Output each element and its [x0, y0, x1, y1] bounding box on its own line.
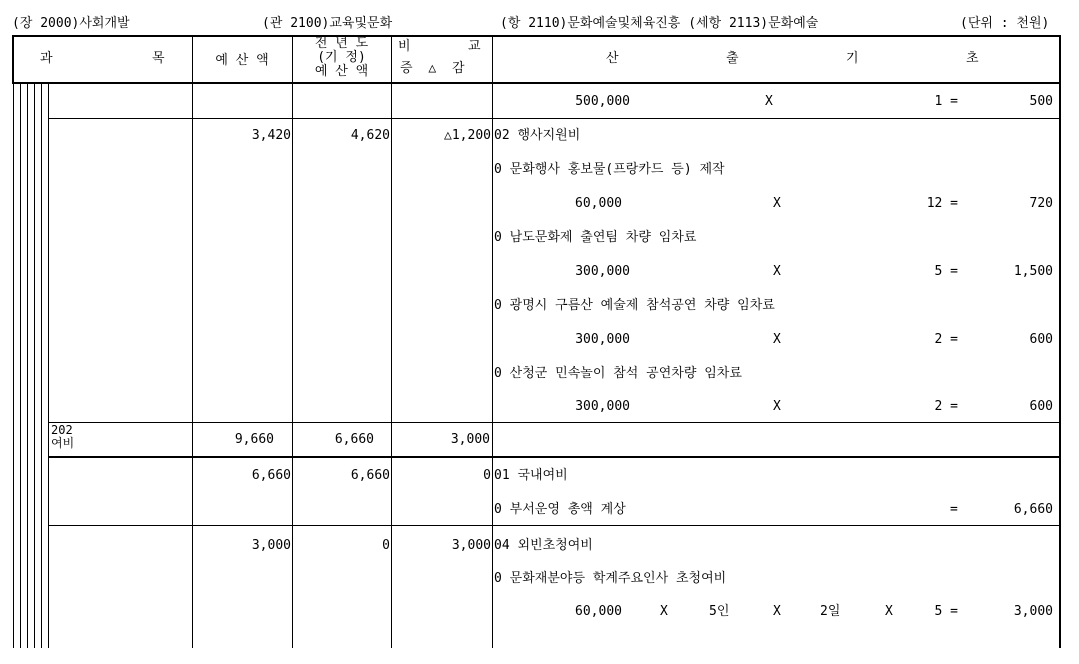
calc-unit-price: 500,000 [575, 94, 630, 109]
calc-unit-price: 300,000 [575, 264, 630, 279]
calc-times: X [773, 399, 781, 414]
hierarchy-line-3 [27, 83, 28, 648]
row-separator [48, 118, 1060, 119]
calc-count: 2 = [934, 399, 958, 414]
calc-count: 5 = [934, 264, 958, 279]
calc-days: 2일 [820, 604, 841, 619]
calc-amount: 600 [1029, 399, 1053, 414]
calc-times: X [765, 94, 773, 109]
col-sep-calc [492, 35, 493, 648]
subject-name: 여비 [51, 436, 75, 450]
header-prev-line1: 전 년 도 [314, 36, 369, 51]
calc-times: X [885, 604, 893, 619]
table-left-border [12, 35, 14, 83]
header-calc-2: 출 [726, 51, 739, 66]
budget-value: 3,000 [251, 538, 291, 553]
prev-budget-value: 4,620 [350, 128, 390, 143]
item-description: 0 부서운영 총액 계상 [494, 502, 626, 517]
calc-count: 1 = [934, 94, 958, 109]
calc-amount: 1,500 [1013, 264, 1053, 279]
header-subject-right: 목 [152, 51, 165, 66]
calc-unit-price: 60,000 [575, 604, 622, 619]
hierarchy-line-5 [41, 83, 42, 648]
hang-label: (항 2110)문화예술및체육진흥 (세항 2113)문화예술 [500, 16, 819, 31]
item-title: 04 외빈초청여비 [494, 538, 593, 553]
item-title: 02 행사지원비 [494, 128, 581, 143]
header-subject-left: 과 [40, 51, 53, 66]
budget-value: 6,660 [251, 468, 291, 483]
header-prev-line3: 예 산 액 [314, 64, 369, 79]
item-title: 01 국내여비 [494, 468, 568, 483]
row-separator [48, 525, 1060, 526]
item-description: 0 문화재분야등 학계주요인사 초청여비 [494, 571, 727, 586]
calc-times: X [660, 604, 668, 619]
row-separator [48, 456, 1060, 458]
gwan-label: (관 2100)교육및문화 [262, 16, 393, 31]
diff-value: 3,000 [450, 432, 490, 447]
header-cmp-bottom: 증 △ 감 [400, 61, 465, 76]
header-budget: 예 산 액 [215, 53, 269, 68]
diff-value: 3,000 [451, 538, 491, 553]
col-sep-cmp [391, 35, 392, 648]
header-cmp-left: 비 [398, 39, 411, 54]
calc-persons: 5인 [709, 604, 730, 619]
calc-amount: 500 [1029, 94, 1053, 109]
calc-equals: = [950, 502, 958, 517]
calc-amount: 6,660 [1013, 502, 1053, 517]
header-calc-1: 산 [606, 51, 619, 66]
header-cmp-right: 교 [468, 39, 481, 54]
prev-budget-value: 6,660 [334, 432, 374, 447]
calc-count: 5 = [934, 604, 958, 619]
budget-value: 3,420 [251, 128, 291, 143]
header-prev-line2: (기 정) [317, 50, 366, 65]
prev-budget-value: 0 [382, 538, 390, 553]
hierarchy-line-6 [48, 83, 49, 648]
calc-amount: 720 [1029, 196, 1053, 211]
calc-count: 12 = [926, 196, 958, 211]
calc-count: 2 = [934, 332, 958, 347]
calc-times: X [773, 332, 781, 347]
diff-value: △1,200 [444, 128, 491, 143]
hierarchy-line-2 [20, 83, 21, 648]
calc-unit-price: 300,000 [575, 399, 630, 414]
table-top-border [12, 35, 1061, 37]
calc-amount: 600 [1029, 332, 1053, 347]
header-bottom-border [12, 82, 1061, 84]
prev-budget-value: 6,660 [350, 468, 390, 483]
calc-times: X [773, 196, 781, 211]
table-right-border [1059, 35, 1061, 648]
col-sep-budget [192, 35, 193, 648]
item-description: 0 남도문화제 출연팀 차량 임차료 [494, 230, 697, 245]
header-calc-3: 기 [846, 51, 859, 66]
calc-amount: 3,000 [1013, 604, 1053, 619]
col-sep-prev [292, 35, 293, 648]
item-description: 0 문화행사 홍보물(프랑카드 등) 제작 [494, 162, 725, 177]
hierarchy-line-4 [34, 83, 35, 648]
calc-times: X [773, 604, 781, 619]
hierarchy-line-1 [13, 83, 14, 648]
subject-code: 202 [51, 423, 73, 437]
calc-unit-price: 300,000 [575, 332, 630, 347]
jang-label: (장 2000)사회개발 [12, 16, 130, 31]
header-calc-4: 초 [966, 51, 979, 66]
budget-value: 9,660 [234, 432, 274, 447]
item-description: 0 광명시 구름산 예술제 참석공연 차량 임차료 [494, 298, 775, 313]
item-description: 0 산청군 민속놀이 참석 공연차량 임차료 [494, 366, 742, 381]
unit-label: (단위 : 천원) [960, 16, 1050, 31]
calc-times: X [773, 264, 781, 279]
row-separator [48, 422, 1060, 423]
diff-value: 0 [483, 468, 491, 483]
calc-unit-price: 60,000 [575, 196, 622, 211]
